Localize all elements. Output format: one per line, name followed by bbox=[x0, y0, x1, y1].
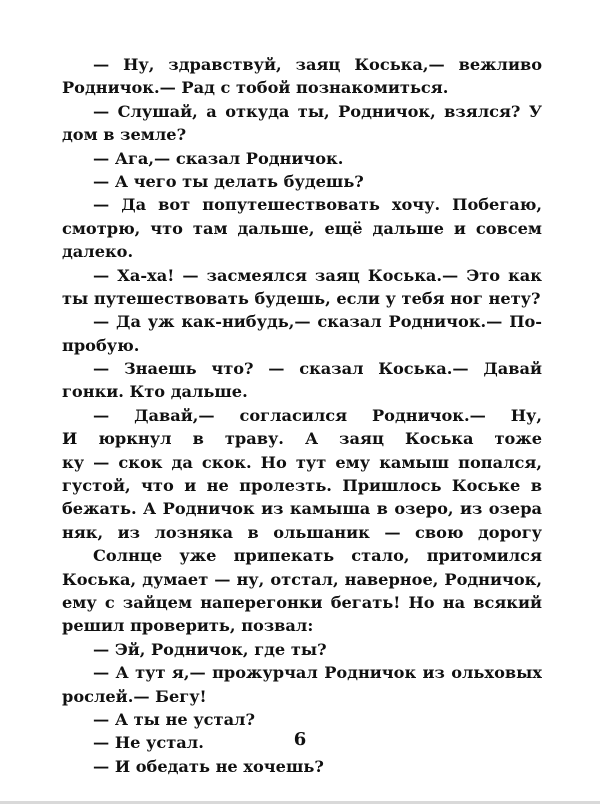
text-line: далеко. bbox=[62, 242, 134, 262]
text-line: дом в земле? bbox=[62, 125, 187, 145]
text-line: густой, что и не пролезть. Пришлось Коське в bbox=[62, 476, 542, 496]
text-line: — Ха-ха! — засмеялся заяц Коська.— Это как bbox=[93, 265, 542, 285]
text-line: — А ты не устал? bbox=[93, 709, 255, 729]
story-text bbox=[62, 53, 542, 778]
text-line: — Давай,— согласился Родничок.— Ну, bbox=[93, 405, 542, 425]
text-line: решил проверить, позвал: bbox=[62, 616, 314, 636]
text-line: — А чего ты делать будешь? bbox=[93, 171, 364, 191]
text-line: гонки. Кто дальше. bbox=[62, 382, 248, 402]
text-line: — А тут я,— прожурчал Родничок из ольховых bbox=[93, 663, 542, 683]
text-line: бежать. А Родничок из камыша в озеро, из озера bbox=[62, 499, 542, 519]
text-line: пробую. bbox=[62, 335, 140, 355]
text-line: ку — скок да скок. Но тут ему камыш попался, bbox=[62, 452, 542, 472]
text-line: — Знаешь что? — сказал Коська.— Давай bbox=[93, 359, 542, 379]
text-line: — Эй, Родничок, где ты? bbox=[93, 639, 327, 659]
text-line: — Да вот попутешествовать хочу. Побегаю, bbox=[93, 195, 542, 215]
text-line: Солнце уже припекать стало, притомился bbox=[93, 546, 542, 566]
text-line: ты путешествовать будешь, если у тебя ног нету? bbox=[62, 288, 541, 308]
text-line: И юркнул в траву. А заяц Коська тоже bbox=[62, 429, 542, 449]
text-line: рослей.— Бегу! bbox=[62, 686, 207, 706]
text-line: Родничок.— Рад с тобой познакомиться. bbox=[62, 78, 449, 98]
text-line: — Ну, здравствуй, заяц Коська,— вежливо bbox=[93, 55, 542, 74]
text-line: — И обедать не хочешь? bbox=[93, 756, 324, 776]
text-line: смотрю, что там дальше, ещё дальше и совсем bbox=[62, 218, 542, 238]
text-line: — Слушай, а откуда ты, Родничок, взялся? У bbox=[93, 101, 542, 121]
text-line: Коська, думает — ну, отстал, наверное, Родничок, bbox=[62, 569, 542, 589]
page-number: 6 bbox=[293, 729, 307, 750]
text-line: — Да уж как-нибудь,— сказал Родничок.— По- bbox=[93, 312, 542, 332]
text-line: няк, из лозняка в ольшаник — свою дорогу bbox=[62, 522, 542, 542]
text-line: ему с зайцем наперегонки бегать! Но на всякий bbox=[62, 592, 542, 612]
text-line: — Не устал. bbox=[93, 733, 204, 753]
text-line: — Ага,— сказал Родничок. bbox=[93, 148, 344, 168]
